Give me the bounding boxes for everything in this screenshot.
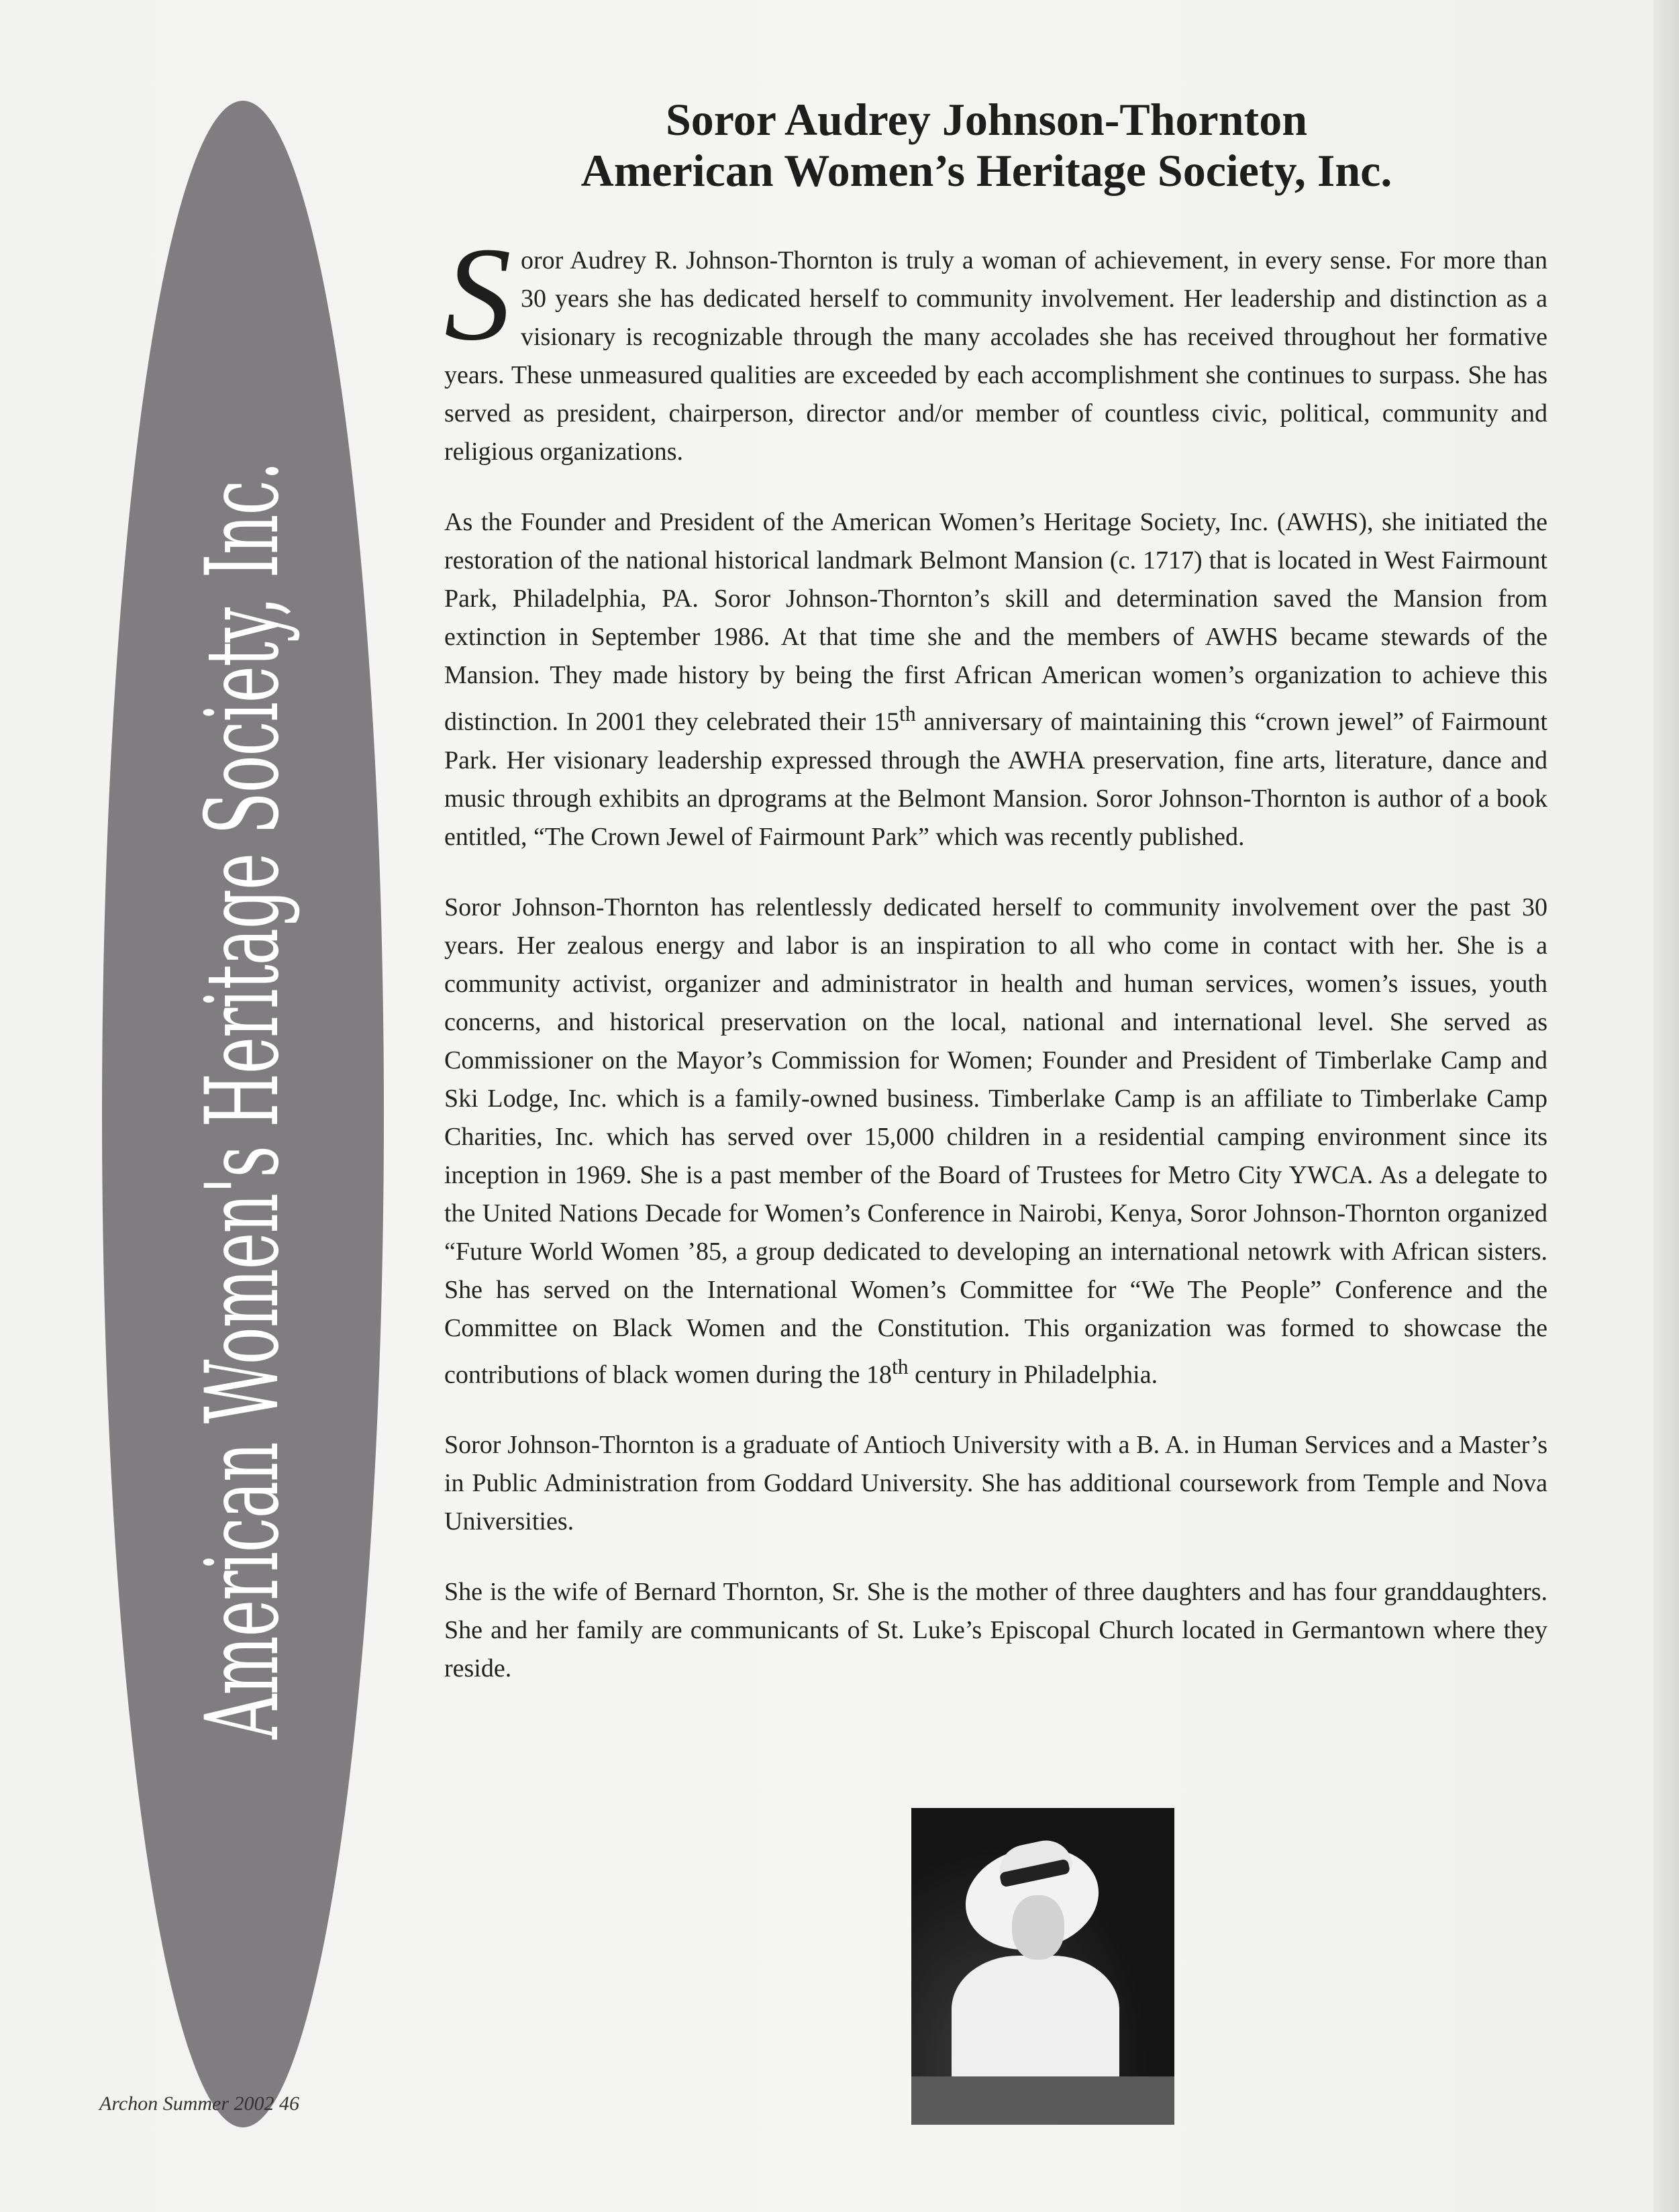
title-line-2: American Women’s Heritage Society, Inc. xyxy=(580,145,1392,196)
photo-figure-body xyxy=(952,1956,1119,2090)
page-edge xyxy=(1653,0,1679,2212)
paragraph-5: She is the wife of Bernard Thornton, Sr. She is the mother of three daughters and has four granddaughters. She and her family are communicants of St. Luke’s Episcopal Church located in Germantown where they reside. xyxy=(444,1578,1547,1683)
paragraph-4: Soror Johnson-Thornton is a graduate of Antioch University with a B. A. in Human Services and a Master’s in Public Administration from Goddard University. She has additional coursework from Temple and Nova Universities. xyxy=(444,1431,1547,1536)
superscript-th: th xyxy=(899,702,916,725)
paragraph-2-text-b: anniversary of maintaining this “crown jewel” of Fairmount Park. Her visionary leadership expressed through the AWHA preservation, fine arts, literature, dance and music through exhibits an dprograms at the Belmont Mansion. Soror Johnson-Thornton is author of a book entitled, “The Crown Jewel of Fairmount Park” which was recently published. xyxy=(444,707,1547,851)
title-line-1: Soror Audrey Johnson-Thornton xyxy=(665,94,1308,145)
sidebar-vertical-title: American Women's Heritage Society, Inc. xyxy=(185,462,301,1740)
paragraph-3-text-b: century in Philadelphia. xyxy=(908,1360,1158,1389)
article-title xyxy=(429,94,1543,196)
paragraph-2 xyxy=(444,503,1547,856)
paragraph-1-text: oror Audrey R. Johnson-Thornton is truly a woman of achievement, in every sense. For more than 30 years she has dedicated herself to community involvement. Her leadership and distinction as a visionary is recognizable through the many accolades she has received throughout her formative years. These unmeasured qualities are exceeded by each accomplishment she continues to surpass. She has served as president, chairperson, director and/or member of countless civic, political, community and religious organizations. xyxy=(444,246,1547,466)
article-body xyxy=(444,220,1547,1720)
drop-cap: S xyxy=(444,220,511,368)
photo-table xyxy=(911,2076,1174,2125)
paragraph-1 xyxy=(444,220,1547,471)
photo-face xyxy=(1012,1895,1064,1960)
paragraph-3-text-a: Soror Johnson-Thornton has relentlessly dedicated herself to community involvement over the past 30 years. Her zealous energy and labor is an inspiration to all who come in contact with her. She is a community activist, organizer and administrator in health and human services, women’s issues, youth concerns, and historical preservation on the local, national and international level. She served as Commissioner on the Mayor’s Commission for Women; Founder and President of Timberlake Camp and Ski Lodge, Inc. which is a family-owned business. Timberlake Camp is an affiliate to Timberlake Camp Charities, Inc. which has served over 15,000 children in a residential camping environment since its inception in 1969. She is a past member of the Board of Trustees for Metro City YWCA. As a delegate to the United Nations Decade for Women’s Conference in Nairobi, Kenya, Soror Johnson-Thornton organized “Future World Women ’85, a group dedicated to developing an international netowrk with African sisters. She has served on the International Women’s Committee for “We The People” Conference and the Committee on Black Women and the Constitution. This organization was formed to showcase the contributions of black women during the 18 xyxy=(444,893,1547,1389)
page-footer: Archon Summer 2002 46 xyxy=(99,2093,300,2115)
superscript-th: th xyxy=(892,1354,909,1378)
portrait-photo xyxy=(911,1808,1174,2125)
paragraph-2-text-a: As the Founder and President of the American Women’s Heritage Society, Inc. (AWHS), she initiated the restoration of the national historical landmark Belmont Mansion (c. 1717) that is located in West Fairmount Park, Philadelphia, PA. Soror Johnson-Thornton’s skill and determination saved the Mansion from extinction in September 1986. At that time she and the members of AWHS became stewards of the Mansion. They made history by being the first African American women’s organization to achieve this distinction. In 2001 they celebrated their 15 xyxy=(444,508,1547,736)
paragraph-3 xyxy=(444,889,1547,1395)
